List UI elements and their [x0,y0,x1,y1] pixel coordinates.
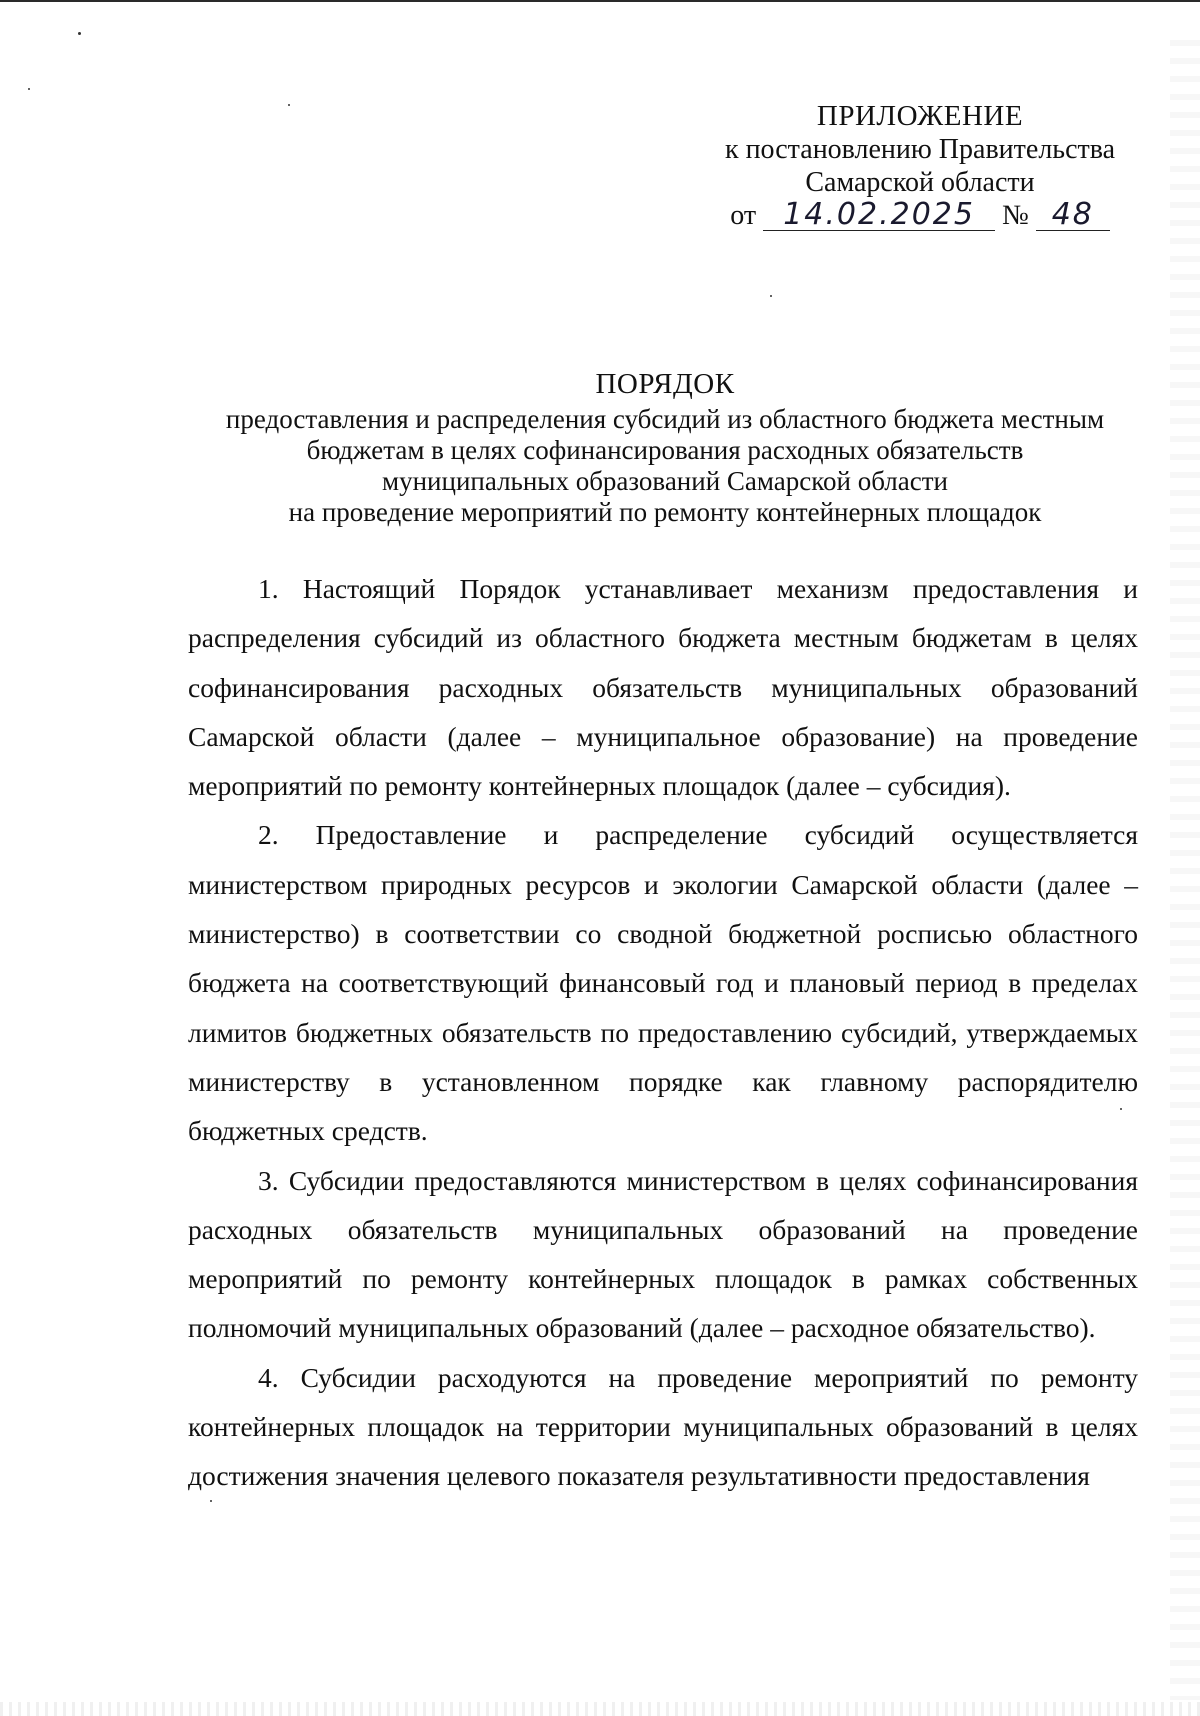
paragraph-4: 4. Субсидии расходуются на проведение мероприятий по ремонту контейнерных площадок на территории муниципальных образований в целях достижения значения целевого показателя результативности предоставления [188,1361,1138,1492]
handwritten-date: 14.02.2025 [763,200,995,231]
document-heading [150,369,1180,528]
handwritten-number: 48 [1036,200,1110,231]
scan-noise-right [1170,40,1200,1700]
date-prefix: от [730,200,757,231]
scan-noise-bottom [0,1702,1200,1716]
appendix-title: ПРИЛОЖЕНИЕ [816,100,1024,132]
number-sign: № [1002,200,1029,231]
document-body [188,564,1138,1501]
appendix-line-2: Самарской области [805,167,1035,198]
paragraph-1: 1. Настоящий Порядок устанавливает механизм предоставления и распределения субсидий из областного бюджета местным бюджетам в целях софинансирования расходных обязательств муниципальных образований Самарской области (далее – муниципальное образование) на проведение мероприятий по ремонту контейнерных площадок (далее – субсидия). [188,573,1138,802]
heading-title: ПОРЯДОК [595,368,735,400]
appendix-date-line [690,199,1150,232]
heading-line-3: муниципальных образований Самарской области [382,466,948,496]
scan-top-edge [0,0,1200,2]
heading-line-2: бюджетам в целях софинансирования расходных обязательств [306,435,1024,465]
appendix-header [690,100,1150,232]
appendix-line-1: к постановлению Правительства [724,134,1116,165]
paragraph-3: 3. Субсидии предоставляются министерством в целях софинансирования расходных обязательств муниципальных образований на проведение мероприятий по ремонту контейнерных площадок в рамках собственных полномочий муниципальных образований (далее – расходное обязательство). [188,1164,1138,1344]
heading-line-4: на проведение мероприятий по ремонту контейнерных площадок [288,497,1042,527]
paragraph-2: 2. Предоставление и распределение субсидий осуществляется министерством природных ресурсов и экологии Самарской области (далее – министерство) в соответствии со сводной бюджетной росписью областного бюджета на соответствующий финансовый год и плановый период в пределах лимитов бюджетных обязательств по предоставлению субсидий, утверждаемых министерству в установленном порядке как главному распорядителю бюджетных средств. [188,819,1138,1147]
heading-line-1: предоставления и распределения субсидий из областного бюджета местным [225,404,1105,434]
